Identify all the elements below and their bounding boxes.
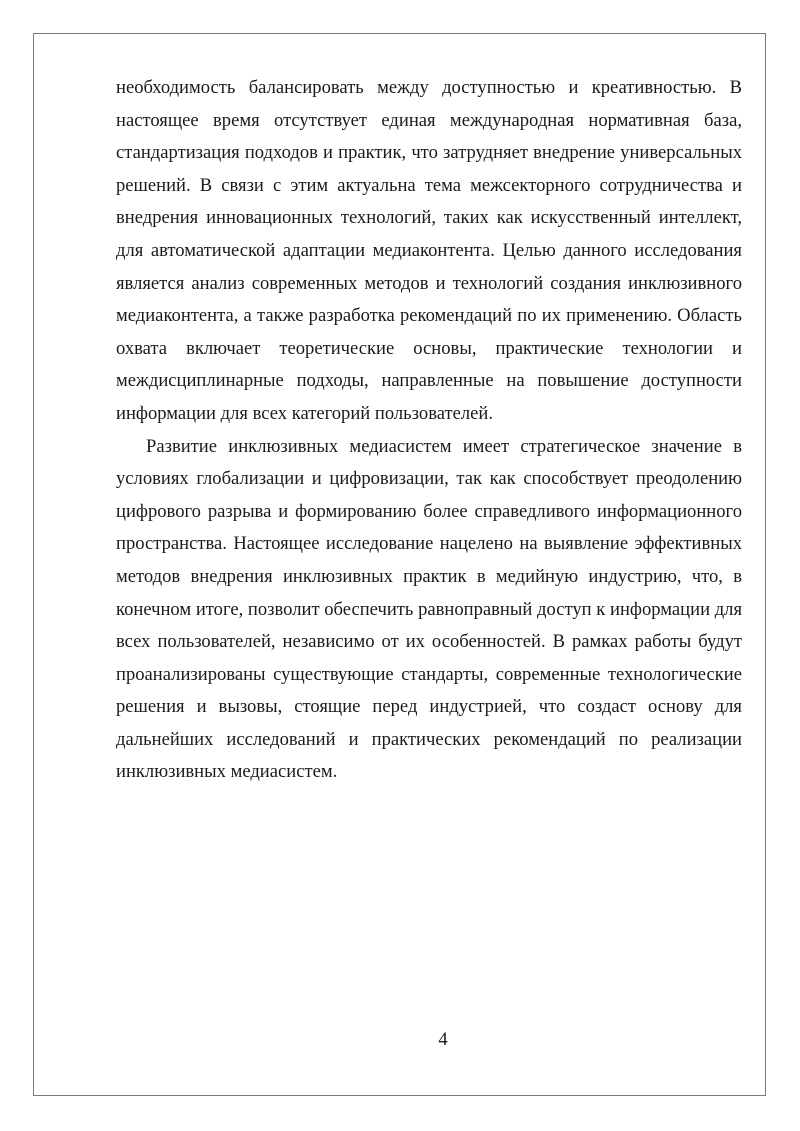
paragraph-continuation: необходимость балансировать между доступностью и креативностью. В настоящее время отсутствует единая международная нормативная база, стандартизация подходов и практик, что затрудняет внедрение универсальных решений. В связи с этим актуальна тема межсекторного сотрудничества и внедрения инновационных технологий, таких как искусственный интеллект, для автоматической адаптации медиаконтента. Целью данного исследования является анализ современных методов и технологий создания инклюзивного медиаконтента, а также разработка рекомендаций по их применению. Область охвата включает теоретические основы, практические технологии и междисциплинарные подходы, направленные на повышение доступности информации для всех категорий пользователей. (116, 77, 742, 424)
document-body (116, 72, 742, 789)
paragraph: Развитие инклюзивных медиасистем имеет стратегическое значение в условиях глобализации и цифровизации, так как способствует преодолению цифрового разрыва и формированию более справедливого информационного пространства. Настоящее исследование нацелено на выявление эффективных методов внедрения инклюзивных практик в медийную индустрию, что, в конечном итоге, позволит обеспечить равноправный доступ к информации для всех пользователей, независимо от их особенностей. В рамках работы будут проанализированы существующие стандарты, современные технологические решения и вызовы, стоящие перед индустрией, что создаст основу для дальнейших исследований и практических рекомендаций по реализации инклюзивных медиасистем. (116, 435, 742, 783)
page-number: 4 (438, 1029, 448, 1050)
